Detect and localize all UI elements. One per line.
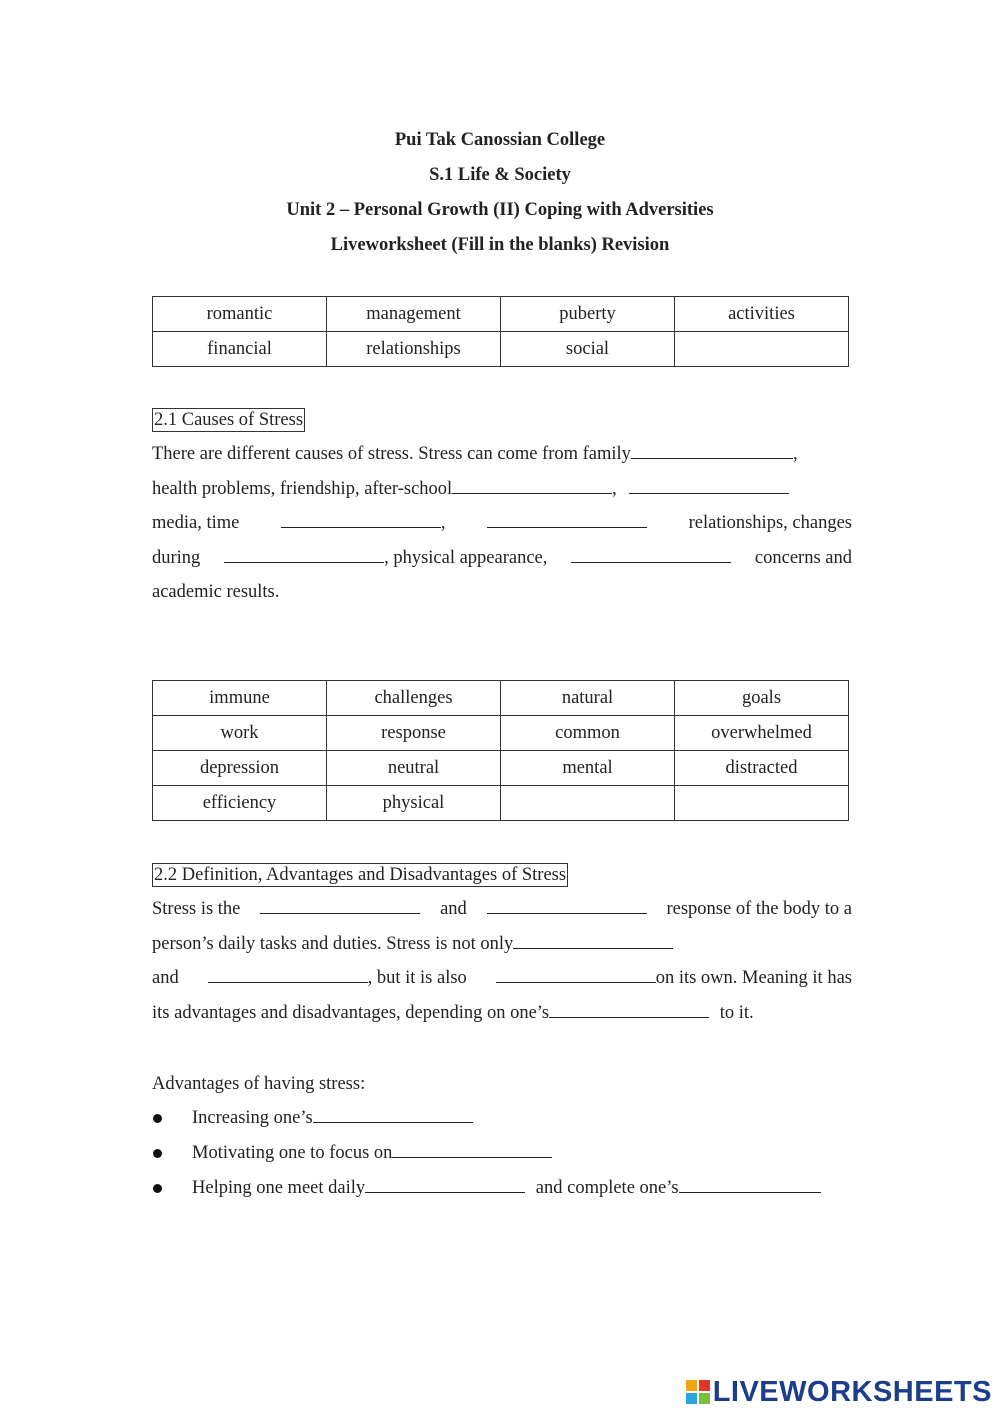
word-bank-cell: neutral [327,751,501,786]
advantages-list [152,1101,852,1206]
word-bank-cell: natural [501,681,675,716]
text-fragment: its advantages and disadvantages, depending on one’s [152,1002,550,1023]
blank-neutral[interactable] [496,962,656,983]
word-bank-cell: romantic [153,297,327,332]
school-name: Pui Tak Canossian College [394,130,606,150]
word-bank-2 [152,680,849,821]
word-bank-cell: overwhelmed [675,716,849,751]
logo-square [699,1380,710,1391]
text-fragment: media, time [152,513,240,533]
word-bank-cell: activities [675,297,849,332]
word-bank-row [153,332,849,367]
liveworksheets-logo [686,1377,992,1407]
text-fragment: Increasing one’s [192,1108,313,1128]
list-item [152,1101,852,1136]
text-fragment: , [612,478,617,499]
list-item [152,1136,852,1171]
word-bank-cell: relationships [327,332,501,367]
word-bank-row [153,786,849,821]
word-bank-cell: response [327,716,501,751]
word-bank-cell: common [501,716,675,751]
blank-common[interactable] [513,928,673,949]
logo-text: LIVEWORKSHEETS [712,1376,992,1408]
text-line [152,541,852,576]
text-line [152,892,852,927]
text-fragment: health problems, friendship, after-school [152,478,453,499]
text-fragment: concerns and [754,547,852,568]
blank-work[interactable] [679,1172,821,1193]
word-bank-cell: depression [153,751,327,786]
text-fragment: , but it is also [367,968,467,988]
word-bank-1 [152,296,849,367]
blank-challenges[interactable] [365,1172,525,1193]
text-fragment: person’s daily tasks and duties. Stress is not only [152,933,514,954]
text-line [152,437,852,472]
worksheet-subtitle: Liveworksheet (Fill in the blanks) Revision [330,235,670,255]
word-bank-cell: financial [153,332,327,367]
word-bank-cell: challenges [327,681,501,716]
unit-title: Unit 2 – Personal Growth (II) Coping with Adversities [286,200,714,220]
text-fragment: , [792,444,798,464]
word-bank-cell: puberty [501,297,675,332]
text-fragment: Motivating one to focus on [192,1143,393,1163]
word-bank-cell [675,332,849,367]
text-line [152,996,852,1031]
blank-natural[interactable] [260,893,420,914]
logo-square [699,1393,710,1404]
logo-square [686,1380,697,1391]
logo-square [686,1393,697,1404]
text-line [152,472,852,507]
text-line [152,961,852,996]
text-line [152,506,852,541]
text-fragment: response of the body to a [666,899,852,919]
text-line [152,575,852,610]
word-bank-cell: management [327,297,501,332]
list-item [152,1171,852,1206]
word-bank-cell: distracted [675,751,849,786]
text-fragment: , physical appearance, [384,547,548,568]
word-bank-row [153,681,849,716]
blank-goals[interactable] [392,1137,552,1158]
text-fragment: and [152,968,179,988]
blank-physical[interactable] [487,893,647,914]
text-fragment: to it. [719,1002,754,1023]
text-fragment: Helping one meet daily [192,1178,366,1198]
blank-response[interactable] [549,997,709,1018]
text-fragment: There are different causes of stress. Stress can come from family [152,444,631,464]
section-title-causes: 2.1 Causes of Stress [154,410,304,430]
blank-relationships[interactable] [487,507,647,528]
word-bank-cell: social [501,332,675,367]
word-bank-cell: immune [153,681,327,716]
word-bank-cell: work [153,716,327,751]
text-line [152,927,852,962]
course-name: S.1 Life & Society [429,165,571,185]
word-bank-cell [501,786,675,821]
word-bank-row [153,297,849,332]
text-fragment: and complete one’s [535,1178,679,1198]
text-fragment: and [440,899,467,919]
word-bank-row [153,716,849,751]
blank-time[interactable] [281,507,441,528]
word-bank-row [153,751,849,786]
text-fragment: relationships, changes [688,513,852,533]
definition-paragraph [152,892,852,1030]
word-bank-cell [675,786,849,821]
word-bank-cell: mental [501,751,675,786]
word-bank-cell: physical [327,786,501,821]
logo-mark-icon [686,1380,710,1404]
blank-puberty[interactable] [224,542,384,563]
causes-paragraph [152,437,852,610]
bullet-icon [153,1114,162,1123]
text-fragment: academic results. [152,582,280,602]
blank-efficiency[interactable] [313,1102,473,1123]
advantages-heading: Advantages of having stress: [152,1074,366,1094]
worksheet-header [0,126,1000,266]
word-bank-cell: efficiency [153,786,327,821]
blank-after-school[interactable] [452,473,612,494]
blank-financial[interactable] [571,542,731,563]
text-fragment: , [440,513,446,533]
section-title-definition: 2.2 Definition, Advantages and Disadvantages of Stress [154,865,567,885]
text-fragment: during [152,547,201,568]
bullet-icon [153,1149,162,1158]
blank-family[interactable] [631,438,793,459]
text-fragment: on its own. Meaning it has [655,968,852,988]
blank-mental[interactable] [208,962,368,983]
bullet-icon [153,1184,162,1193]
text-fragment: Stress is the [152,899,241,919]
blank-media[interactable] [629,473,789,494]
word-bank-cell: goals [675,681,849,716]
